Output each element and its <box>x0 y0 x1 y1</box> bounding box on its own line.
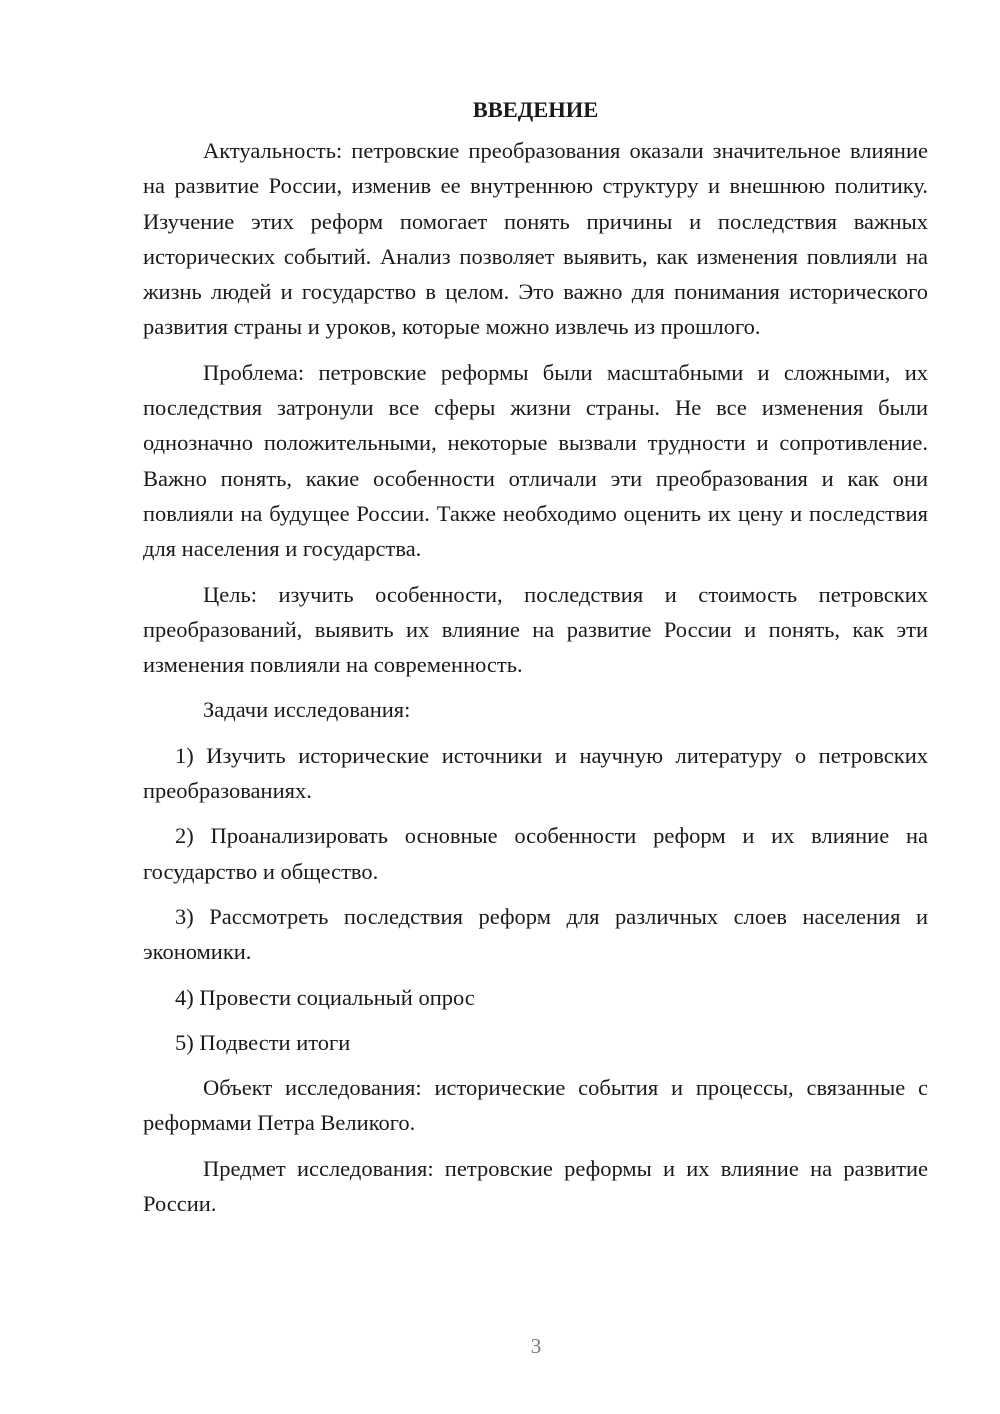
tasks-title: Задачи исследования: <box>203 697 411 723</box>
subject-paragraph: Предмет исследования: петровские реформы и их влияние на развитие России. <box>143 1155 928 1217</box>
task-item: 3) Рассмотреть последствия реформ для различных слоев населения и экономики. <box>143 903 928 965</box>
relevance-paragraph: Актуальность: петровские преобразования оказали значительное влияние на развитие России, изменив ее внутреннюю структуру и внешнюю политику. Изучение этих реформ помогает понять причины и последствия важных исторических событий. Анализ позволяет выявить, как изменения повлияли на жизнь людей и государство в целом. Это важно для понимания исторического развития страны и уроков, которые можно извлечь из прошлого. <box>143 138 928 340</box>
task-item: 4) Провести социальный опрос <box>175 984 475 1010</box>
task-item: 2) Проанализировать основные особенности реформ и их влияние на государство и общество. <box>143 823 928 884</box>
page-number: 3 <box>530 1334 542 1358</box>
task-item: 5) Подвести итоги <box>175 1029 351 1055</box>
object-paragraph: Объект исследования: исторические события и процессы, связанные с реформами Петра Великого. <box>143 1075 928 1136</box>
page-content <box>143 95 928 1231</box>
goal-paragraph: Цель: изучить особенности, последствия и стоимость петровских преобразований, выявить их влияние на развитие России и понять, как эти изменения повлияли на современность. <box>143 581 928 678</box>
section-heading: ВВЕДЕНИЕ <box>472 97 599 122</box>
task-item: 1) Изучить исторические источники и научную литературу о петровских преобразованиях. <box>143 742 928 804</box>
problem-paragraph: Проблема: петровские реформы были масштабными и сложными, их последствия затронули все сферы жизни страны. Не все изменения были однозначно положительными, некоторые вызвали трудности и сопротивление. Важно понять, какие особенности отличали эти преобразования и как они повлияли на будущее России. Также необходимо оценить их цену и последствия для населения и государства. <box>143 359 928 562</box>
